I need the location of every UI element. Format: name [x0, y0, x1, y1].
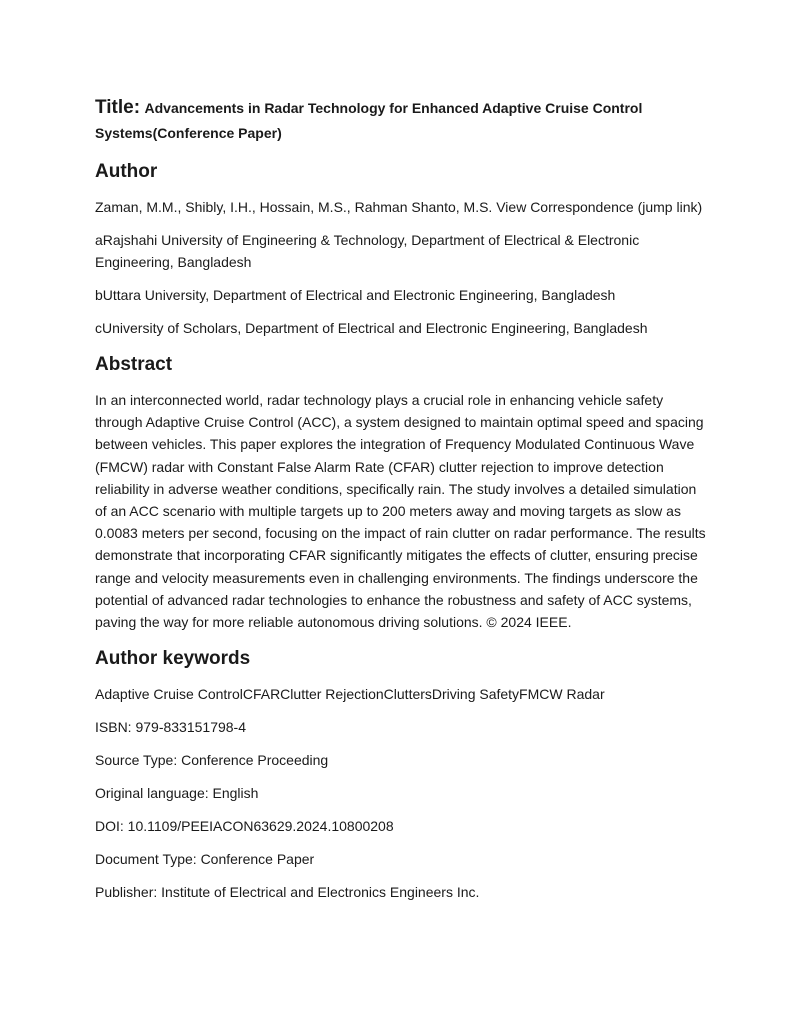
title-label: Title: — [95, 97, 141, 118]
author-list: Zaman, M.M., Shibly, I.H., Hossain, M.S., Rahman Shanto, M.S. View Correspondence (jump link) — [95, 199, 703, 215]
affiliation-b: bUttara University, Department of Electrical and Electronic Engineering, Bangladesh — [95, 287, 616, 303]
affiliation-a: aRajshahi University of Engineering & Technology, Department of Electrical & Electronic Engineering, Bangladesh — [95, 232, 640, 270]
isbn: ISBN: 979-833151798-4 — [95, 719, 246, 736]
source-type: Source Type: Conference Proceeding — [95, 752, 329, 769]
publisher: Publisher: Institute of Electrical and Electronics Engineers Inc. — [95, 884, 480, 901]
document-page — [95, 95, 710, 914]
title-text: Advancements in Radar Technology for Enhanced Adaptive Cruise Control Systems(Conference Paper) — [95, 100, 643, 141]
abstract-heading: Abstract — [95, 354, 173, 375]
original-language: Original language: English — [95, 785, 259, 802]
affiliation-c: cUniversity of Scholars, Department of Electrical and Electronic Engineering, Bangladesh — [95, 320, 648, 336]
author-heading: Author — [95, 161, 158, 182]
document-type: Document Type: Conference Paper — [95, 851, 315, 868]
document-title — [95, 95, 710, 146]
keywords-heading: Author keywords — [95, 648, 251, 670]
keywords-text: Adaptive Cruise ControlCFARClutter RejectionCluttersDriving SafetyFMCW Radar — [95, 686, 605, 703]
doi: DOI: 10.1109/PEEIACON63629.2024.10800208 — [95, 818, 394, 835]
abstract-text: In an interconnected world, radar technology plays a crucial role in enhancing vehicle safety through Adaptive Cruise Control (ACC), a system designed to maintain optimal speed and spacing between vehicles. This paper explores the integration of Frequency Modulated Continuous Wave (FMCW) radar with Constant False Alarm Rate (CFAR) clutter rejection to improve detection reliability in adverse weather conditions, specifically rain. The study involves a detailed simulation of an ACC scenario with multiple targets up to 200 meters away and moving targets as slow as 0.0083 meters per second, focusing on the impact of rain clutter on radar performance. The results demonstrate that incorporating CFAR significantly mitigates the effects of clutter, ensuring precise range and velocity measurements even in challenging environments. The findings underscore the potential of advanced radar technologies to enhance the robustness and safety of ACC systems, paving the way for more reliable autonomous driving solutions. © 2024 IEEE. — [95, 392, 706, 631]
